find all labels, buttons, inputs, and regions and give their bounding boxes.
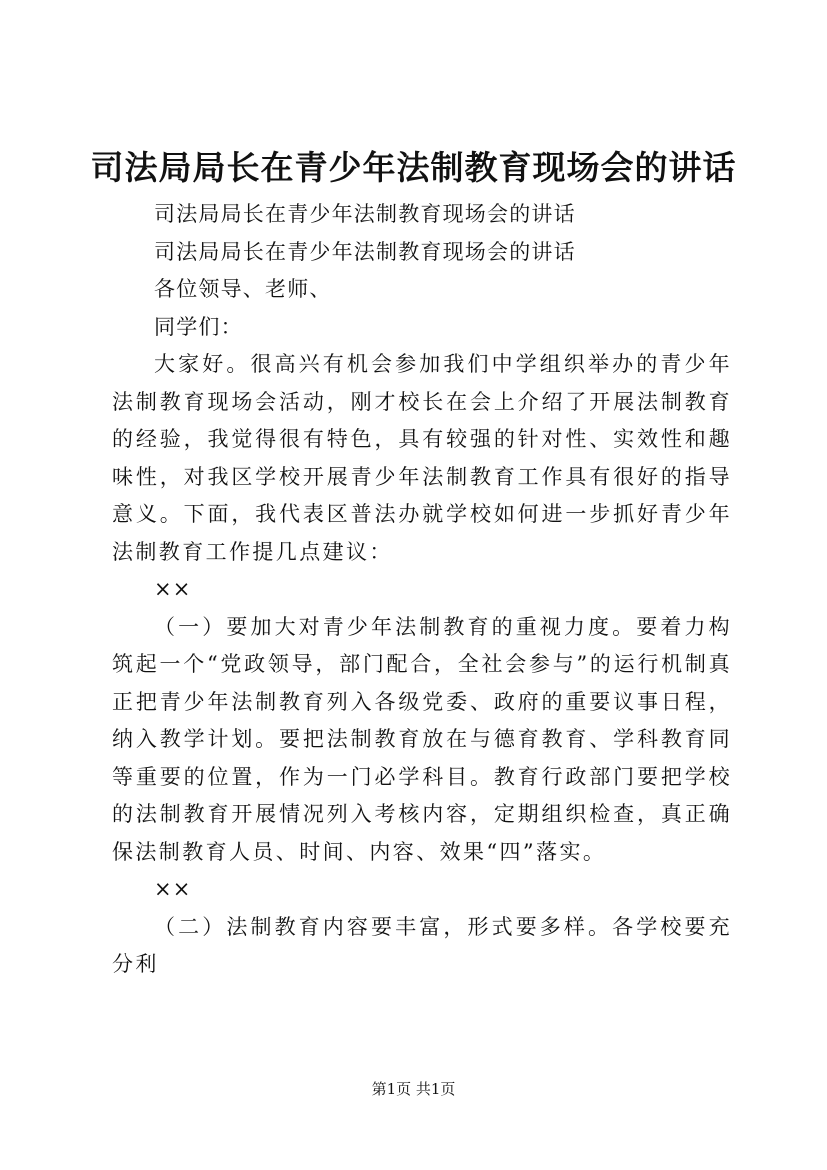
point-one-paragraph: （一）要加大对青少年法制教育的重视力度。要着力构筑起一个“党政领导，部门配合，全社会参与”的运行机制真正把青少年法制教育列入各级党委、政府的重要议事日程，纳入教学计划。要把法制教育放在与德育教育、学科教育同等重要的位置，作为一门必学科目。教育行政部门要把学校的法制教育开展情况列入考核内容，定期组织检查，真正确保法制教育人员、时间、内容、效果“四”落实。 (112, 614, 732, 864)
heading-repeat-1: 司法局局长在青少年法制教育现场会的讲话 (154, 202, 576, 226)
document-body (112, 196, 732, 984)
section-marker-1: ×× (154, 577, 192, 601)
salutation-line-2: 同学们： (154, 314, 243, 339)
intro-paragraph: 大家好。很高兴有机会参加我们中学组织举办的青少年法制教育现场会活动，刚才校长在会上介绍了开展法制教育的经验，我觉得很有特色，具有较强的针对性、实效性和趣味性，对我区学校开展青少年法制教育工作具有很好的指导意义。下面，我代表区普法办就学校如何进一步抓好青少年法制教育工作提几点建议： (112, 352, 732, 564)
salutation-line-1: 各位领导、老师、 (154, 277, 332, 301)
page-footer: 第1页 共1页 (371, 1080, 456, 1098)
heading-repeat-2: 司法局局长在青少年法制教育现场会的讲话 (154, 239, 576, 264)
document-title: 司法局局长在青少年法制教育现场会的讲话 (90, 148, 737, 187)
point-two-paragraph: （二）法制教育内容要丰富，形式要多样。各学校要充分利 (112, 914, 732, 976)
section-marker-2: ×× (154, 877, 192, 901)
